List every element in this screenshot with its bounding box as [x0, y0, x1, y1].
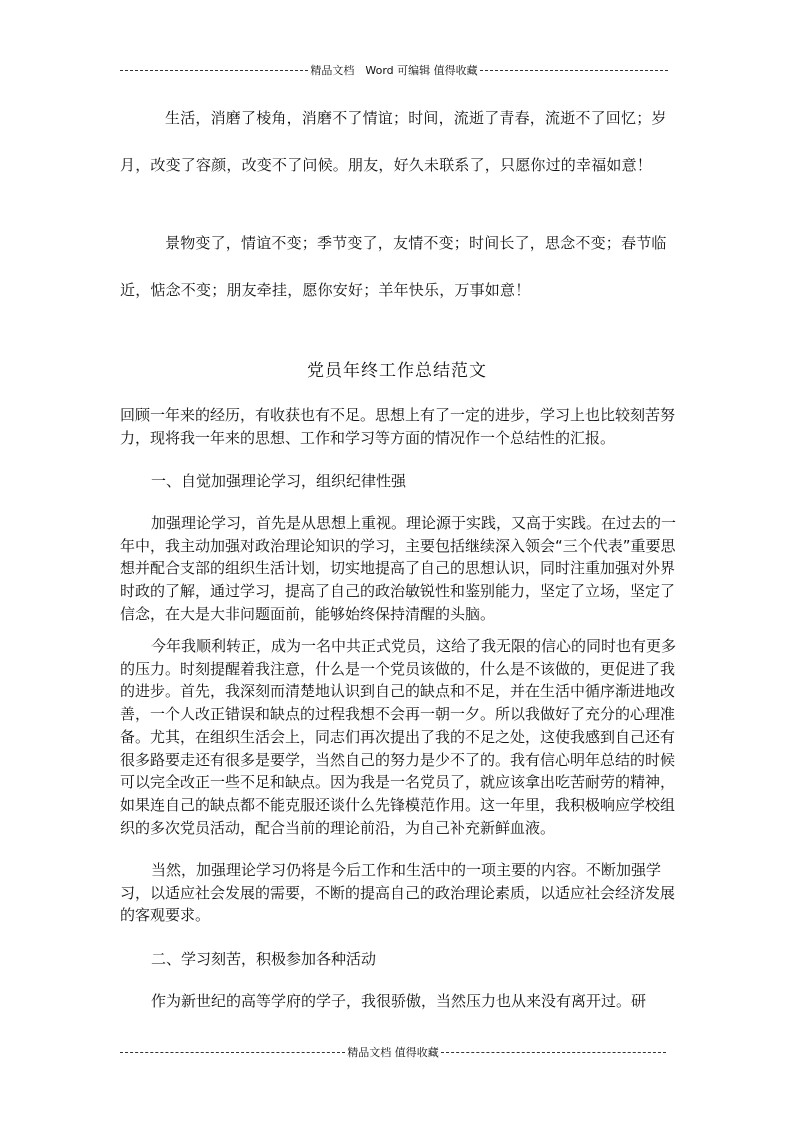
- body-paragraph: 加强理论学习，首先是从思想上重视。理论源于实践，又高于实践。在过去的一年中，我主动加强对政治理论知识的学习，主要包括继续深入领会“三个代表”重要思想并配合支部的组织生活计划，切实地提高了自己的思想认识，同时注重加强对外界时政的了解，通过学习，提高了自己的政治敏锐性和鉴别能力，坚定了立场，坚定了信念，在大是大非问题面前，能够始终保持清醒的头脑。: [120, 514, 677, 623]
- section-heading: 一、自觉加强理论学习，组织纪律性强: [151, 472, 407, 490]
- page-header: [120, 62, 668, 78]
- document-title: 党员年终工作总结范文: [307, 361, 487, 381]
- footer-rule-right: [441, 1052, 666, 1053]
- body-paragraph: 当然，加强理论学习仍将是今后工作和生活中的一项主要的内容。不断加强学习，以适应社会发展的需要，不断的提高自己的政治理论素质，以适应社会经济发展的客观要求。: [120, 861, 676, 925]
- greeting-paragraph: 生活，消磨了棱角，消磨不了情谊；时间，流逝了青春，流逝不了回忆；岁月，改变了容颜，改变不了问候。朋友，好久未联系了，只愿你过的幸福如意！: [120, 109, 667, 174]
- footer-rule-left: [120, 1052, 345, 1053]
- page-footer: [120, 1044, 666, 1060]
- footer-text: 精品文档 值得收藏: [347, 1046, 439, 1059]
- body-paragraph: 今年我顺利转正，成为一名中共正式党员，这给了我无限的信心的同时也有更多的压力。时刻提醒着我注意，什么是一个党员该做的，什么是不该做的，更促进了我的进步。首先，我深刻而清楚地认识到自己的缺点和不足，并在生活中循序渐进地改善，一个人改正错误和缺点的过程我想不会再一朝一夕。所以我做好了充分的心理准备。尤其，在组织生活会上，同志们再次提出了我的不足之处，这使我感到自己还有很多路要走还有很多是要学，当然自己的努力是少不了的。我有信心明年总结的时候可以完全改正一些不足和缺点。因为我是一名党员了，就应该拿出吃苦耐劳的精神，如果连自己的缺点都不能克服还谈什么先锋模范作用。这一年里，我积极响应学校组织的多次党员活动，配合当前的理论前沿，为自己补充新鲜血液。: [120, 637, 677, 837]
- header-rule-left: [120, 70, 308, 71]
- intro-paragraph: 回顾一年来的经历，有收获也有不足。思想上有了一定的进步，学习上也比较刻苦努力，现将我一年来的思想、工作和学习等方面的情况作一个总结性的汇报。: [120, 406, 676, 447]
- section-heading: 二、学习刻苦，积极参加各种活动: [151, 950, 377, 968]
- greeting-paragraph: 景物变了，情谊不变；季节变了，友情不变；时间长了，思念不变；春节临近，惦念不变；朋友牵挂，愿你安好；羊年快乐，万事如意！: [120, 234, 667, 299]
- body-paragraph: 作为新世纪的高等学府的学子，我很骄傲，当然压力也从来没有离开过。研: [151, 992, 647, 1010]
- header-text: 精品文档 Word 可编辑 值得收藏: [310, 64, 478, 77]
- header-rule-right: [480, 70, 668, 71]
